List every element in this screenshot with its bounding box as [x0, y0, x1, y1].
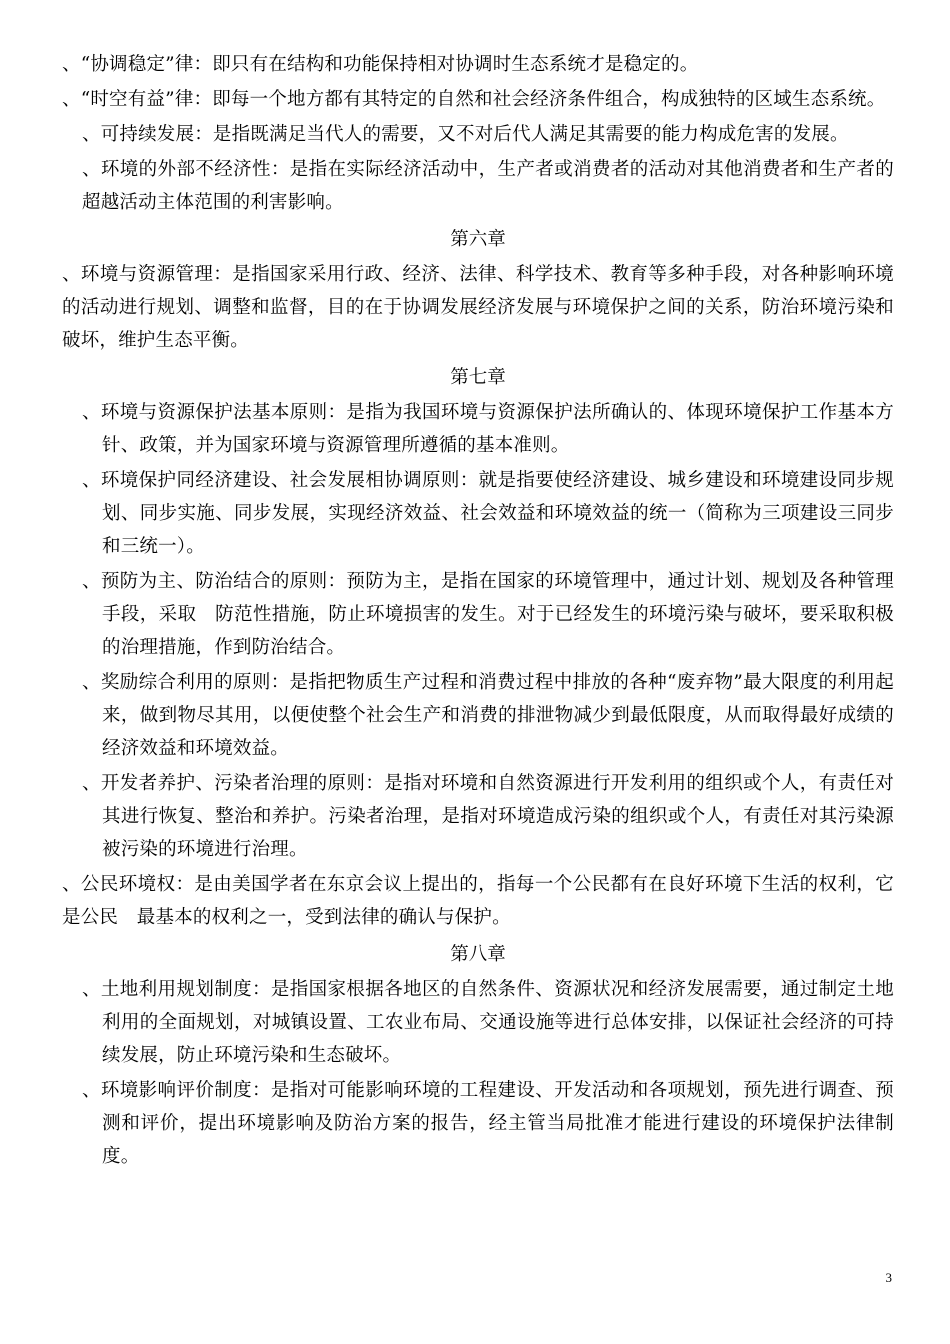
list-item: 、环境与资源保护法基本原则：是指为我国环境与资源保护法所确认的、体现环境保护工作基本方针、政策，并为国家环境与资源管理所遵循的基本准则。	[82, 402, 894, 456]
chapter-heading-7: 第七章	[450, 367, 506, 388]
page-number: 3	[885, 1270, 892, 1285]
document-body	[62, 48, 894, 1175]
paragraph: 、环境与资源管理：是指国家采用行政、经济、法律、科学技术、教育等多种手段，对各种影响环境的活动进行规划、调整和监督，目的在于协调发展经济发展与环境保护之间的关系，防治环境污染和破坏，维护生态平衡。	[62, 264, 894, 351]
list-item: 、奖励综合利用的原则：是指把物质生产过程和消费过程中排放的各种“废弃物”最大限度的利用起来，做到物尽其用，以便使整个社会生产和消费的排泄物减少到最低限度，从而取得最好成绩的经济效益和环境效益。	[82, 672, 894, 759]
list-item: 、土地利用规划制度：是指国家根据各地区的自然条件、资源状况和经济发展需要，通过制定土地利用的全面规划，对城镇设置、工农业布局、交通设施等进行总体安排，以保证社会经济的可持续发展，防止环境污染和生态破坏。	[82, 979, 894, 1066]
chapter-heading-6: 第六章	[450, 229, 506, 250]
paragraph: 、“时空有益”律：即每一个地方都有其特定的自然和社会经济条件组合，构成独特的区域生态系统。	[62, 89, 886, 110]
list-item: 、开发者养护、污染者治理的原则：是指对环境和自然资源进行开发利用的组织或个人，有责任对其进行恢复、整治和养护。污染者治理，是指对环境造成污染的组织或个人，有责任对其污染源被污染的环境进行治理。	[82, 773, 894, 860]
list-item: 、公民环境权：是由美国学者在东京会议上提出的，指每一个公民都有在良好环境下生活的权利，它是公民 最基本的权利之一，受到法律的确认与保护。	[62, 874, 894, 928]
paragraph: 、环境的外部不经济性：是指在实际经济活动中，生产者或消费者的活动对其他消费者和生产者的超越活动主体范围的利害影响。	[82, 159, 894, 213]
chapter-heading-8: 第八章	[450, 944, 506, 965]
list-item: 、环境影响评价制度：是指对可能影响环境的工程建设、开发活动和各项规划，预先进行调查、预测和评价，提出环境影响及防治方案的报告，经主管当局批准才能进行建设的环境保护法律制度。	[82, 1080, 894, 1167]
list-item: 、预防为主、防治结合的原则：预防为主，是指在国家的环境管理中，通过计划、规划及各种管理手段，采取 防范性措施，防止环境损害的发生。对于已经发生的环境污染与破坏，要采取积极的治理措施，作到防治结合。	[82, 571, 894, 658]
paragraph: 、“协调稳定”律：即只有在结构和功能保持相对协调时生态系统才是稳定的。	[62, 54, 699, 75]
paragraph: 、可持续发展：是指既满足当代人的需要，又不对后代人满足其需要的能力构成危害的发展。	[82, 124, 849, 145]
list-item: 、环境保护同经济建设、社会发展相协调原则：就是指要使经济建设、城乡建设和环境建设同步规划、同步实施、同步发展，实现经济效益、社会效益和环境效益的统一（简称为三项建设三同步和三统一）。	[82, 470, 894, 557]
